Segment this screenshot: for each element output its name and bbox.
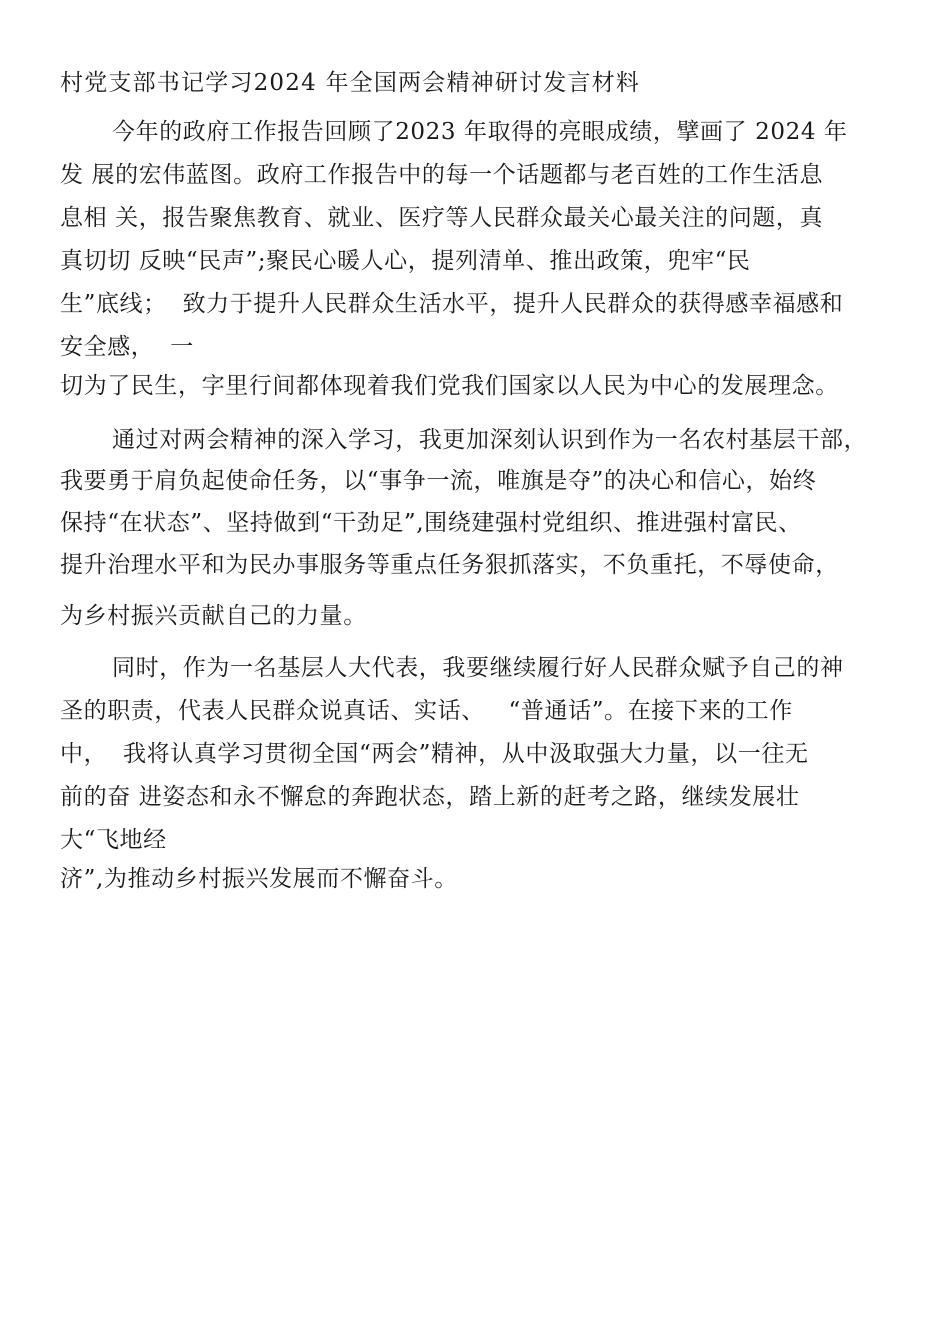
- paragraph-2-line-5: 为乡村振兴贡献自己的力量。: [60, 603, 367, 629]
- paragraph-1-line-2: 发 展的宏伟蓝图。政府工作报告中的每一个话题都与老百姓的工作生活息: [60, 162, 824, 188]
- paragraph-3-line-2: 圣的职责，代表人民群众说真话、实话、 “普通话”。在接下来的工作: [60, 698, 793, 724]
- document-title: 村党支部书记学习2024 年全国两会精神研讨发言材料: [60, 70, 641, 96]
- paragraph-1-line-3: 息相 关，报告聚焦教育、就业、医疗等人民群众最关心最关注的问题，真: [60, 205, 824, 231]
- paragraph-3-line-1: 同时，作为一名基层人大代表，我要继续履行好人民群众赋予自己的神: [112, 655, 844, 681]
- paragraph-1-line-1: 今年的政府工作报告回顾了2023 年取得的亮眼成绩，擘画了 2024 年: [112, 119, 848, 145]
- paragraph-3-line-6: 济”,为推动乡村振兴发展而不懈奋斗。: [60, 866, 458, 892]
- paragraph-1-line-4: 真切切 反映“民声”;聚民心暖人心，提列清单、推出政策，兜牢“民: [60, 248, 751, 274]
- paragraph-1-line-7: 切为了民生，字里行间都体现着我们党我们国家以人民为中心的发展理念。: [60, 373, 839, 399]
- paragraph-2-line-3: 保持“在状态”、坚持做到“干劲足”,围绕建强村党组织、推进强村富民、: [60, 510, 802, 536]
- paragraph-1-line-6: 安全感， 一: [60, 334, 194, 360]
- paragraph-3-line-3: 中， 我将认真学习贯彻全国“两会”精神，从中汲取强大力量，以一往无: [60, 741, 809, 767]
- paragraph-2-line-4: 提升治理水平和为民办事服务等重点任务狠抓落实，不负重托，不辱使命，: [60, 552, 839, 578]
- paragraph-2-line-1: 通过对两会精神的深入学习，我更加深刻认识到作为一名农村基层干部，: [112, 427, 868, 453]
- paragraph-2-line-2: 我要勇于肩负起使命任务，以“事争一流，唯旗是夺”的决心和信心，始终: [60, 468, 817, 494]
- paragraph-1-line-5: 生”底线； 致力于提升人民群众生活水平，提升人民群众的获得感幸福感和: [60, 291, 844, 317]
- paragraph-3-line-4: 前的奋 进姿态和永不懈怠的奔跑状态，踏上新的赶考之路，继续发展壮: [60, 784, 800, 810]
- paragraph-3-line-5: 大“飞地经: [60, 827, 167, 853]
